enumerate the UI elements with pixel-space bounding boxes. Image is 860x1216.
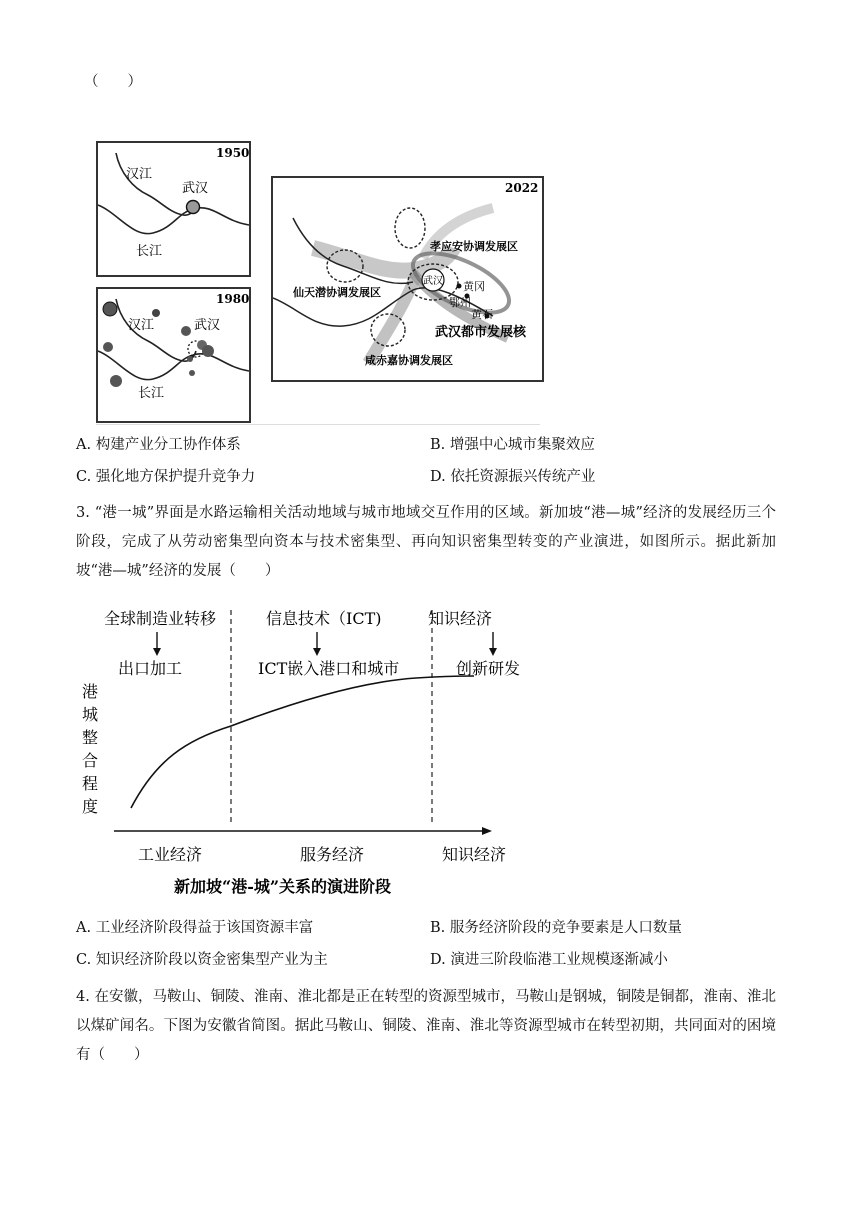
map-2022-huanggang: 黄冈 xyxy=(463,280,485,293)
map-1950-han-river: 汉江 xyxy=(126,167,153,182)
city-dot xyxy=(103,342,113,352)
map-1950-drawing xyxy=(98,143,249,275)
map-1980-year: 1980 xyxy=(216,292,249,306)
map-1980-yangtze: 长江 xyxy=(138,386,165,401)
y-axis-char: 度 xyxy=(82,797,99,816)
map-2022 xyxy=(271,176,544,382)
map-1980-wuhan: 武汉 xyxy=(194,318,221,333)
map-1950-year: 1950 xyxy=(216,146,249,160)
map-1980-drawing xyxy=(98,289,249,421)
city-dot xyxy=(202,345,214,357)
q2-option-a[interactable]: A. 构建产业分工协作体系 xyxy=(76,437,241,453)
q2-option-b[interactable]: B. 增强中心城市集聚效应 xyxy=(430,437,595,453)
map-2022-drawing xyxy=(273,178,542,380)
map-2022-huangshi: 黄石 xyxy=(471,308,493,321)
y-axis-char: 合 xyxy=(82,751,99,770)
driver-2: 信息技术（ICT) xyxy=(266,609,382,628)
map-1950-yangtze: 长江 xyxy=(136,244,163,259)
wuhan-1950-marker xyxy=(187,201,200,214)
map-1950 xyxy=(96,141,251,277)
effect-2: ICT嵌入港口和城市 xyxy=(258,659,400,678)
stage-1: 工业经济 xyxy=(138,845,203,864)
q3-option-a[interactable]: A. 工业经济阶段得益于该国资源丰富 xyxy=(76,920,314,936)
driver-3: 知识经济 xyxy=(428,609,493,628)
map-2022-ezhou: 鄂州 xyxy=(449,296,471,309)
q2-answer-bracket: （ ） xyxy=(84,74,142,90)
q3-figure xyxy=(76,600,536,905)
city-dot xyxy=(181,326,191,336)
y-axis-char: 城 xyxy=(82,705,99,724)
q2-option-d[interactable]: D. 依托资源振兴传统产业 xyxy=(430,469,596,485)
y-axis-label xyxy=(82,682,98,816)
city-dot xyxy=(103,302,117,316)
q4-stem: 4. 在安徽，马鞍山、铜陵、淮南、淮北都是正在转型的资源型城市，马鞍山是钢城，铜陵是铜都，淮南、淮北以煤矿闻名。下图为安徽省简图。据此马鞍山、铜陵、淮南、淮北等资源型城市在转型初期，共同面对的困境有（ ） xyxy=(76,989,776,1063)
map-1950-wuhan: 武汉 xyxy=(182,181,209,196)
map-2022-xiaogan-zone: 孝应安协调发展区 xyxy=(430,240,518,253)
city-dot xyxy=(110,375,122,387)
y-axis-char: 程 xyxy=(82,774,99,793)
q3-stem: 3. “港一城”界面是水路运输相关活动地域与城市地域交互作用的区域。新加坡“港—城”经济的发展经历三个阶段，完成了从劳动密集型向资本与技术密集型、再向知识密集型转变的产业演进，如图所示。据此新加坡“港—城”经济的发展（ ） xyxy=(76,505,776,579)
effect-3: 创新研发 xyxy=(456,659,521,678)
map-2022-year: 2022 xyxy=(505,181,539,195)
driver-1: 全球制造业转移 xyxy=(104,609,217,628)
integration-curve xyxy=(131,676,474,808)
y-axis-char: 港 xyxy=(82,682,99,701)
map-1980-han-river: 汉江 xyxy=(128,318,155,333)
map-1980 xyxy=(96,287,251,423)
map-2022-core-label: 武汉都市发展核 xyxy=(435,325,527,340)
city-dot xyxy=(152,309,160,317)
figure-caption: 新加坡“港-城”关系的演进阶段 xyxy=(174,877,392,896)
map-2022-xiantian-zone: 仙天潜协调发展区 xyxy=(293,286,381,299)
stage-3: 知识经济 xyxy=(442,845,507,864)
figure-divider xyxy=(96,424,540,425)
stage-2: 服务经济 xyxy=(300,845,365,864)
y-axis-char: 整 xyxy=(82,728,99,747)
q3-option-d[interactable]: D. 演进三阶段临港工业规模逐渐减小 xyxy=(430,952,668,968)
map-2022-wuhan: 武汉 xyxy=(423,276,443,287)
q2-option-c[interactable]: C. 强化地方保护提升竞争力 xyxy=(76,469,256,485)
city-dot xyxy=(187,356,193,362)
city-dot xyxy=(189,370,195,376)
q3-option-b[interactable]: B. 服务经济阶段的竞争要素是人口数量 xyxy=(430,920,682,936)
xiaogan-zone-outline xyxy=(395,208,425,248)
effect-1: 出口加工 xyxy=(118,659,183,678)
q3-option-c[interactable]: C. 知识经济阶段以资金密集型产业为主 xyxy=(76,952,328,968)
map-2022-xianchi-zone: 咸赤嘉协调发展区 xyxy=(365,354,453,367)
city-dot xyxy=(457,284,462,289)
